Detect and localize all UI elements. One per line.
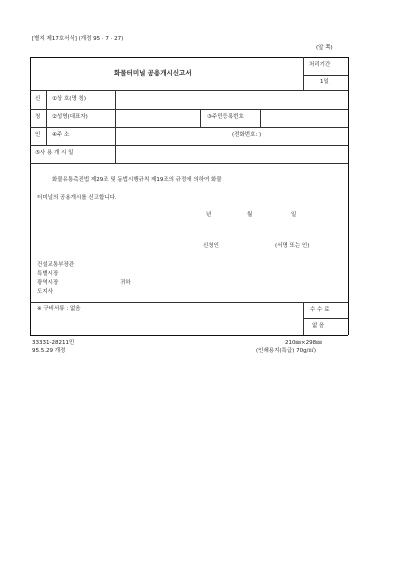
recipient-governor: 도지사 xyxy=(37,289,53,295)
processing-period-label: 처리기간 xyxy=(309,62,331,68)
rule-title-bottom xyxy=(30,90,348,91)
rule-group-col xyxy=(46,90,47,145)
form-reference: [별지 제17호서식] (개정 95 · 7 · 27) xyxy=(32,36,124,42)
rule-row2 xyxy=(30,127,348,128)
processing-period-value: 1일 xyxy=(320,79,329,85)
address-field[interactable] xyxy=(118,129,228,143)
signature-note: (서명 또는 인) xyxy=(275,243,310,249)
rule-processing-col xyxy=(303,57,304,90)
rule-row3 xyxy=(30,145,348,146)
trade-name-label: ①상 호(명 칭) xyxy=(52,96,86,102)
form-number: 33331-28211민 xyxy=(32,340,75,346)
start-date-field[interactable] xyxy=(118,147,346,161)
recipient-minister: 건설교통부장관 xyxy=(37,262,75,268)
rule-label-col xyxy=(115,90,116,163)
rule-fee-inner xyxy=(303,318,348,319)
representative-name-field[interactable] xyxy=(118,111,198,125)
phone-number-label: (전화번호: ) xyxy=(232,132,262,138)
rule-row1 xyxy=(30,109,348,110)
date-month-label: 월 xyxy=(247,212,253,218)
table-border-right xyxy=(348,57,349,335)
revision-date: 95.5.29 개정 xyxy=(32,348,66,354)
address-label: ④주 소 xyxy=(52,132,70,138)
recipient-special-city: 특별시장 xyxy=(37,271,59,277)
required-documents-label: ※ 구비서류 : 없음 xyxy=(37,306,81,312)
resident-number-label: ③주민등록번호 xyxy=(207,114,244,120)
date-year-label: 년 xyxy=(206,212,212,218)
fee-label: 수 수 료 xyxy=(310,307,330,313)
paper-size: 210㎜×298㎜ xyxy=(285,340,322,346)
recipient-metro-city: 광역시장 xyxy=(37,280,59,286)
table-border-bottom xyxy=(30,335,348,336)
rule-resident-col-a xyxy=(200,109,201,127)
rule-title-inner xyxy=(303,75,348,76)
rule-resident-col-b xyxy=(260,109,261,127)
recipient-suffix: 귀하 xyxy=(120,280,131,286)
paper-type: (인쇄용지(특급) 70g/㎡) xyxy=(256,348,317,354)
table-border-top xyxy=(30,57,348,58)
table-border-left xyxy=(30,57,31,335)
applicant-char-3: 인 xyxy=(35,132,41,138)
form-title: 화물터미널 공용개시신고서 xyxy=(114,69,192,77)
declaration-line-1: 화물유통촉진법 제29조 및 동법시행규칙 제19조의 규정에 의하여 화물 xyxy=(52,177,222,183)
applicant-char-2: 청 xyxy=(35,114,41,120)
rule-row4 xyxy=(30,163,348,164)
representative-name-label: ②성명(대표자) xyxy=(52,114,88,120)
rule-fee-col xyxy=(303,302,304,335)
applicant-signer-label: 신청인 xyxy=(203,243,219,249)
page-side-note: (앞 쪽) xyxy=(316,45,333,51)
applicant-char-1: 신 xyxy=(35,96,41,102)
resident-number-field[interactable] xyxy=(263,111,346,125)
start-date-label: ⑤사 용 개 시 일 xyxy=(35,150,74,156)
date-day-label: 일 xyxy=(291,212,297,218)
declaration-line-2: 터미널의 공용개시를 신고합니다. xyxy=(37,195,117,201)
trade-name-field[interactable] xyxy=(118,92,346,107)
rule-body-bottom xyxy=(30,302,348,303)
fee-value: 없 음 xyxy=(312,323,325,329)
